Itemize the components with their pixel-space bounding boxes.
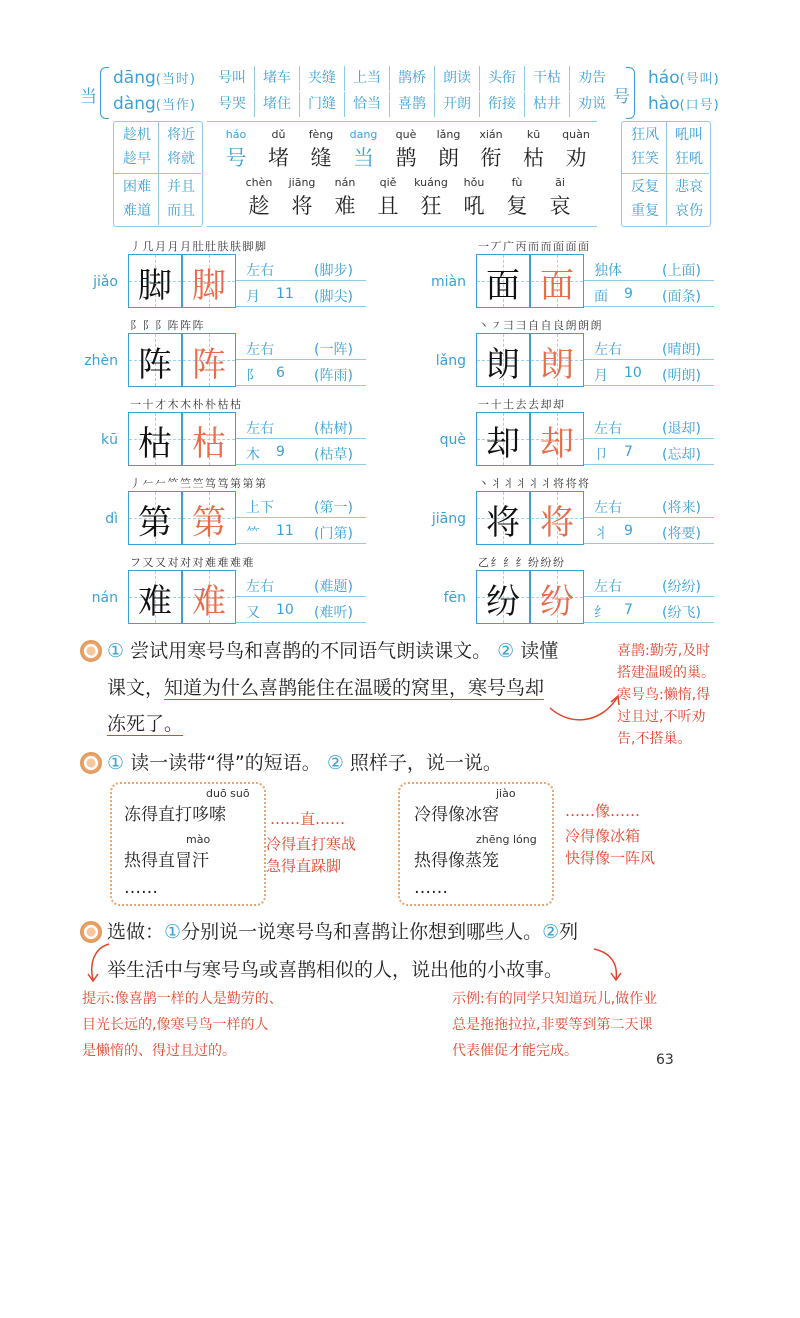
word-cell: 衔接 <box>479 92 524 117</box>
pinyin: kū <box>101 432 118 448</box>
exercise-2-line1 <box>107 748 502 775</box>
hanzi: 且 <box>377 194 399 218</box>
new-character <box>536 176 584 220</box>
tianzige-box <box>182 412 236 466</box>
side-word: 反复 <box>631 179 659 195</box>
tianzige-box <box>182 333 236 387</box>
example-word: (晴朗) <box>662 342 701 358</box>
item-number: ① <box>164 921 182 943</box>
example: (当时) <box>155 72 196 87</box>
model-character: 朗 <box>486 345 520 385</box>
hanzi: 朗 <box>438 146 459 170</box>
new-character <box>552 128 600 172</box>
trace-character: 脚 <box>192 266 226 306</box>
structure: 左右 <box>594 342 622 358</box>
radical: 月 <box>594 368 608 384</box>
side-divider <box>113 173 201 174</box>
stroke-count: 11 <box>276 286 294 302</box>
new-character <box>450 176 498 220</box>
side-word: 悲哀 <box>675 179 703 195</box>
side-divider <box>621 173 709 174</box>
trace-character: 面 <box>540 266 574 306</box>
pinyin: xián <box>479 128 503 141</box>
word-cell: 劝告 <box>569 66 614 91</box>
side-word: 而且 <box>167 203 195 219</box>
word-cell: 门缝 <box>299 92 344 117</box>
stroke-order: 一 丆 广 丙 而 而 面 面 面 <box>478 240 588 253</box>
side-word: 吼叫 <box>675 127 703 143</box>
hanzi: 劝 <box>565 146 587 170</box>
row-line <box>584 359 714 360</box>
model-character: 脚 <box>138 266 172 306</box>
row-line <box>584 280 714 281</box>
pinyin: qiě <box>379 176 397 189</box>
phrase <box>124 787 250 825</box>
tianzige-box <box>182 254 236 308</box>
example-word: (脚尖) <box>314 289 353 305</box>
answer-note-2 <box>266 833 356 877</box>
structure: 左右 <box>246 579 274 595</box>
hanzi: 鹊 <box>395 146 417 170</box>
pinyin: fēn <box>443 590 466 606</box>
tianzige-box <box>530 570 584 624</box>
pinyin: hào <box>648 94 680 114</box>
example-word: (第一) <box>314 500 353 516</box>
stroke-order: 丿 𠂉 𠂉 𥫗 竺 竺 笃 笃 第 第 第 <box>130 477 265 490</box>
trace-character: 枯 <box>192 424 226 464</box>
ellipsis: …… <box>414 878 448 898</box>
phrase-text: 冻得直打哆嗦 <box>124 805 226 825</box>
pinyin: nán <box>334 176 356 189</box>
note-line: 示例:有的同学只知道玩儿,做作业 <box>452 991 658 1007</box>
example-note <box>452 986 657 1064</box>
new-character <box>297 128 345 172</box>
stroke-order: 丿 几 月 月 月 肚 肚 肤 肤 脚 脚 <box>130 240 265 253</box>
model-character: 第 <box>138 503 172 543</box>
structure: 上下 <box>246 500 274 516</box>
hint-arrow <box>85 940 115 985</box>
pattern-label: ……直…… <box>270 810 346 828</box>
radical: 丬 <box>594 526 608 542</box>
new-character <box>235 176 283 220</box>
word-cell: 枯井 <box>524 92 569 117</box>
pinyin: jiào <box>496 787 516 800</box>
pinyin: dāng <box>113 68 156 88</box>
radical: 月 <box>246 289 260 305</box>
ellipsis: …… <box>124 878 158 898</box>
item-number: ① <box>107 752 125 774</box>
page-number: 63 <box>656 1052 674 1068</box>
example-word: (枯树) <box>314 421 353 437</box>
row-line <box>584 464 714 465</box>
structure: 左右 <box>246 342 274 358</box>
exercise-1-line2 <box>107 673 544 700</box>
answer-arrow <box>545 690 625 730</box>
model-character: 阵 <box>138 345 172 385</box>
pinyin: zhèn <box>84 353 118 369</box>
model-character: 纷 <box>486 582 520 622</box>
example-word: (忘却) <box>662 447 701 463</box>
word-cell: 鹊桥 <box>389 66 434 91</box>
stroke-count: 9 <box>276 444 285 460</box>
exercise-1-line1 <box>107 636 558 663</box>
side-word: 狂笑 <box>631 151 659 167</box>
task-text: 读一读带“得”的短语。 <box>130 752 321 774</box>
reading-left-1 <box>113 68 196 88</box>
side-word: 难道 <box>123 203 151 219</box>
pinyin: què <box>439 432 466 448</box>
task-text: 读懂 <box>520 640 559 662</box>
stroke-count: 6 <box>276 365 285 381</box>
pinyin: dǔ <box>271 128 286 141</box>
polyphonic-char-left: 当 <box>80 87 97 107</box>
pinyin: nán <box>91 590 118 606</box>
phrase-text: 热得直冒汗 <box>124 851 209 871</box>
polyphonic-char-right: 号 <box>613 87 630 107</box>
reading-right-2 <box>648 94 720 114</box>
word-cell: 朗读 <box>434 66 479 91</box>
word-cell: 堵车 <box>254 66 299 91</box>
example-word: (纷纷) <box>662 579 701 595</box>
hanzi: 衔 <box>480 146 502 170</box>
stroke-count: 7 <box>624 444 633 460</box>
stroke-count: 7 <box>624 602 633 618</box>
hint-note <box>82 986 283 1064</box>
side-word: 趁早 <box>123 151 151 167</box>
row-line <box>584 543 714 544</box>
word-row-2 <box>210 92 614 117</box>
new-character <box>510 128 558 172</box>
hanzi: 吼 <box>463 194 485 218</box>
pinyin: dàng <box>113 94 156 114</box>
pinyin: dang <box>349 128 378 141</box>
note-line: 喜鹊:勤劳,及时 <box>617 643 711 659</box>
example-word: (面条) <box>662 289 701 305</box>
hanzi: 当 <box>353 146 374 170</box>
tianzige-box <box>182 570 236 624</box>
new-character <box>493 176 541 220</box>
side-word: 哀伤 <box>675 203 703 219</box>
pinyin: què <box>395 128 417 141</box>
hanzi: 复 <box>506 194 528 218</box>
task-text: 分别说一说寒号鸟和喜鹊让你想到哪些人。 <box>181 921 543 943</box>
tianzige-box <box>476 254 530 308</box>
row-line <box>584 517 714 518</box>
pinyin: dì <box>105 511 118 527</box>
pinyin: fèng <box>308 128 334 141</box>
tianzige-box <box>128 254 182 308</box>
reading-left-2 <box>113 94 196 114</box>
structure: 左右 <box>246 263 274 279</box>
pinyin: jiāng <box>431 511 466 527</box>
example: (当作) <box>155 98 196 113</box>
tianzige-box <box>476 570 530 624</box>
stroke-count: 9 <box>624 286 633 302</box>
tianzige-box <box>128 570 182 624</box>
example-word: (枯草) <box>314 447 353 463</box>
note-line: 急得直跺脚 <box>266 857 342 875</box>
model-character: 却 <box>486 424 520 464</box>
hanzi: 哀 <box>549 194 571 218</box>
pinyin: hǒu <box>463 176 485 189</box>
trace-character: 朗 <box>540 345 574 385</box>
phrase-text: 冷得像冰窖 <box>414 805 499 825</box>
example-word: (将要) <box>662 526 701 542</box>
exercise-3-line1 <box>107 917 578 944</box>
hanzi: 趁 <box>248 194 270 218</box>
word-cell: 恰当 <box>344 92 389 117</box>
note-line: 过且过,不听劝 <box>617 709 706 725</box>
structure: 左右 <box>594 421 622 437</box>
stroke-order: 一 十 才 木 木 朴 朴 枯 枯 <box>130 398 240 411</box>
stroke-count: 11 <box>276 523 294 539</box>
structure: 左右 <box>246 421 274 437</box>
new-character <box>340 128 388 172</box>
note-line: 是懒惰的、得过且过的。 <box>82 1043 236 1059</box>
hanzi: 缝 <box>310 146 332 170</box>
model-character: 面 <box>486 266 520 306</box>
phrase <box>414 833 537 871</box>
tianzige-box <box>476 333 530 387</box>
example-word: (上面) <box>662 263 701 279</box>
answer-note-1 <box>617 640 715 750</box>
new-character <box>255 128 303 172</box>
stroke-count: 10 <box>276 602 294 618</box>
word-cell: 堵住 <box>254 92 299 117</box>
tianzige-box <box>128 333 182 387</box>
note-line: 告,不搭巢。 <box>617 731 692 747</box>
note-line: 总是拖拖拉拉,非要等到第二天课 <box>452 1017 653 1033</box>
exercise-icon <box>80 640 102 662</box>
row-line <box>236 596 366 597</box>
word-cell: 干枯 <box>524 66 569 91</box>
item-number: ① <box>107 640 125 662</box>
tianzige-box <box>530 333 584 387</box>
example-word: (难题) <box>314 579 353 595</box>
note-line: 冷得像冰箱 <box>565 827 641 845</box>
task-text: 列 <box>559 921 579 943</box>
row-line <box>236 385 366 386</box>
word-row-1 <box>210 66 614 91</box>
stroke-order: 乙 纟 纟 纟 纷 纷 纷 <box>478 556 563 569</box>
word-cell: 劝说 <box>569 92 614 117</box>
note-line: 冷得直打寒战 <box>266 835 357 853</box>
trace-character: 难 <box>192 582 226 622</box>
hanzi: 枯 <box>523 146 544 170</box>
example: (号叫) <box>679 72 720 87</box>
underlined-question: 冻死了。 <box>107 713 184 735</box>
row-line <box>584 385 714 386</box>
side-word: 困难 <box>123 179 151 195</box>
answer-note-3 <box>565 825 655 869</box>
note-line: 提示:像喜鹊一样的人是勤劳的、 <box>82 991 283 1007</box>
underlined-question: 知道为什么喜鹊能住在温暖的窝里，寒号鸟却 <box>164 677 545 699</box>
new-character <box>212 128 260 172</box>
trace-character: 将 <box>540 503 574 543</box>
tianzige-box <box>530 412 584 466</box>
item-number: ② <box>326 752 344 774</box>
example-word: (难听) <box>314 605 353 621</box>
task-text: 课文， <box>107 677 165 699</box>
example-word: (阵雨) <box>314 368 353 384</box>
radical: ⺮ <box>246 526 260 542</box>
stroke-order: 阝 阝 阝 阵 阵 阵 <box>130 319 203 332</box>
tianzige-box <box>128 412 182 466</box>
row-line <box>236 438 366 439</box>
word-cell: 号哭 <box>218 96 246 112</box>
tianzige-box <box>182 491 236 545</box>
pattern-label: ……像…… <box>565 802 641 820</box>
hanzi: 难 <box>334 194 356 218</box>
note-line: 代表催促才能完成。 <box>452 1043 578 1059</box>
stroke-order: 丶 ㇇ 彐 彐 自 自 良 朗 朗 朗 <box>478 319 601 332</box>
row-line <box>236 306 366 307</box>
row-line <box>236 359 366 360</box>
pinyin: quàn <box>562 128 590 141</box>
pinyin: kuáng <box>414 176 448 189</box>
stroke-count: 9 <box>624 523 633 539</box>
example-word: (明朗) <box>662 368 701 384</box>
exercise-3-line2: 举生活中与寒号鸟或喜鹊相似的人，说出他的小故事。 <box>107 959 564 981</box>
phrase-text: 热得像蒸笼 <box>414 851 499 871</box>
new-character <box>425 128 473 172</box>
new-character <box>407 176 455 220</box>
pinyin: mào <box>186 833 211 846</box>
example-word: (一阵) <box>314 342 353 358</box>
word-cell: 开朗 <box>434 92 479 117</box>
side-word: 将近 <box>167 127 195 143</box>
row-line <box>584 438 714 439</box>
example: (口号) <box>679 98 720 113</box>
tianzige-box <box>530 254 584 308</box>
word-cell: 喜鹊 <box>389 92 434 117</box>
example-arrow <box>590 945 630 985</box>
radical: 面 <box>594 289 608 305</box>
trace-character: 阵 <box>192 345 226 385</box>
word-cell: 号叫 <box>218 70 246 86</box>
hanzi: 狂 <box>420 194 442 218</box>
radical: 纟 <box>594 605 608 621</box>
structure: 左右 <box>594 500 622 516</box>
side-word: 将就 <box>167 151 195 167</box>
task-text: 尝试用寒号鸟和喜鹊的不同语气朗读课文。 <box>130 640 492 662</box>
note-line: 快得像一阵风 <box>565 849 656 867</box>
phrase <box>124 833 211 871</box>
row-line <box>584 622 714 623</box>
hanzi: 将 <box>291 194 313 218</box>
radical: 卩 <box>594 447 608 463</box>
side-word: 狂风 <box>631 127 659 143</box>
item-number: ② <box>542 921 560 943</box>
side-word: 并且 <box>167 179 195 195</box>
radical: 阝 <box>246 368 260 384</box>
example-word: (将来) <box>662 500 701 516</box>
side-word: 趁机 <box>123 127 151 143</box>
note-line: 寒号鸟:懒惰,得 <box>617 687 711 703</box>
row-line <box>236 543 366 544</box>
tianzige-box <box>530 491 584 545</box>
row-line <box>584 306 714 307</box>
example-word: (门第) <box>314 526 353 542</box>
new-character <box>278 176 326 220</box>
stroke-order: 丶 丬 丬 丬 丬 丬 将 将 将 <box>478 477 588 490</box>
note-line: 搭建温暖的巢。 <box>617 665 715 681</box>
model-character: 将 <box>486 503 520 543</box>
pinyin: āi <box>555 176 565 189</box>
row-line <box>236 280 366 281</box>
stroke-count: 10 <box>624 365 642 381</box>
model-character: 难 <box>138 582 172 622</box>
pinyin: lǎng <box>435 353 466 369</box>
exercise-icon <box>80 752 102 774</box>
new-character <box>382 128 430 172</box>
tianzige-box <box>476 491 530 545</box>
pinyin: chèn <box>245 176 273 189</box>
row-line <box>236 622 366 623</box>
reading-right-1 <box>648 68 720 88</box>
structure: 独体 <box>594 263 622 279</box>
note-line: 目光长远的,像寒号鸟一样的人 <box>82 1017 269 1033</box>
pinyin: kū <box>526 128 541 141</box>
row-line <box>584 596 714 597</box>
stroke-order: 一 十 土 去 去 却 却 <box>478 398 563 411</box>
item-number: ② <box>497 640 515 662</box>
hanzi: 堵 <box>268 146 289 170</box>
pinyin: fù <box>511 176 523 189</box>
pinyin: háo <box>225 128 247 141</box>
structure: 左右 <box>594 579 622 595</box>
new-character <box>321 176 369 220</box>
tianzige-box <box>476 412 530 466</box>
example-word: (纷飞) <box>662 605 701 621</box>
phrase <box>414 787 516 825</box>
row-line <box>236 464 366 465</box>
tianzige-box <box>128 491 182 545</box>
new-characters-box <box>207 121 597 227</box>
radical: 木 <box>246 447 260 463</box>
exercise-1-line3 <box>107 709 183 736</box>
trace-character: 纷 <box>540 582 574 622</box>
trace-character: 却 <box>540 424 574 464</box>
trace-character: 第 <box>192 503 226 543</box>
hanzi: 号 <box>225 146 247 170</box>
new-character <box>467 128 515 172</box>
word-cell: 夹缝 <box>299 66 344 91</box>
pinyin: zhēng lóng <box>476 833 537 846</box>
row-line <box>236 517 366 518</box>
pinyin: lǎng <box>436 128 461 141</box>
radical: 又 <box>246 605 260 621</box>
task-text: 照样子，说一说。 <box>349 752 502 774</box>
side-word: 重复 <box>631 203 659 219</box>
optional-label: 选做： <box>107 921 165 943</box>
pinyin: jiǎo <box>93 274 118 290</box>
pinyin: háo <box>648 68 680 88</box>
example-word: (退却) <box>662 421 701 437</box>
side-word: 狂吼 <box>675 151 703 167</box>
pinyin: jiāng <box>288 176 316 189</box>
bracket-left <box>100 67 109 119</box>
pinyin: miàn <box>431 274 466 290</box>
model-character: 枯 <box>138 424 172 464</box>
word-cell: 头衔 <box>479 66 524 91</box>
word-cell: 上当 <box>344 66 389 91</box>
new-character <box>364 176 412 220</box>
pinyin: duō suō <box>206 787 250 800</box>
example-word: (脚步) <box>314 263 353 279</box>
stroke-order: フ 又 又 对 对 对 难 难 难 难 <box>130 556 253 569</box>
